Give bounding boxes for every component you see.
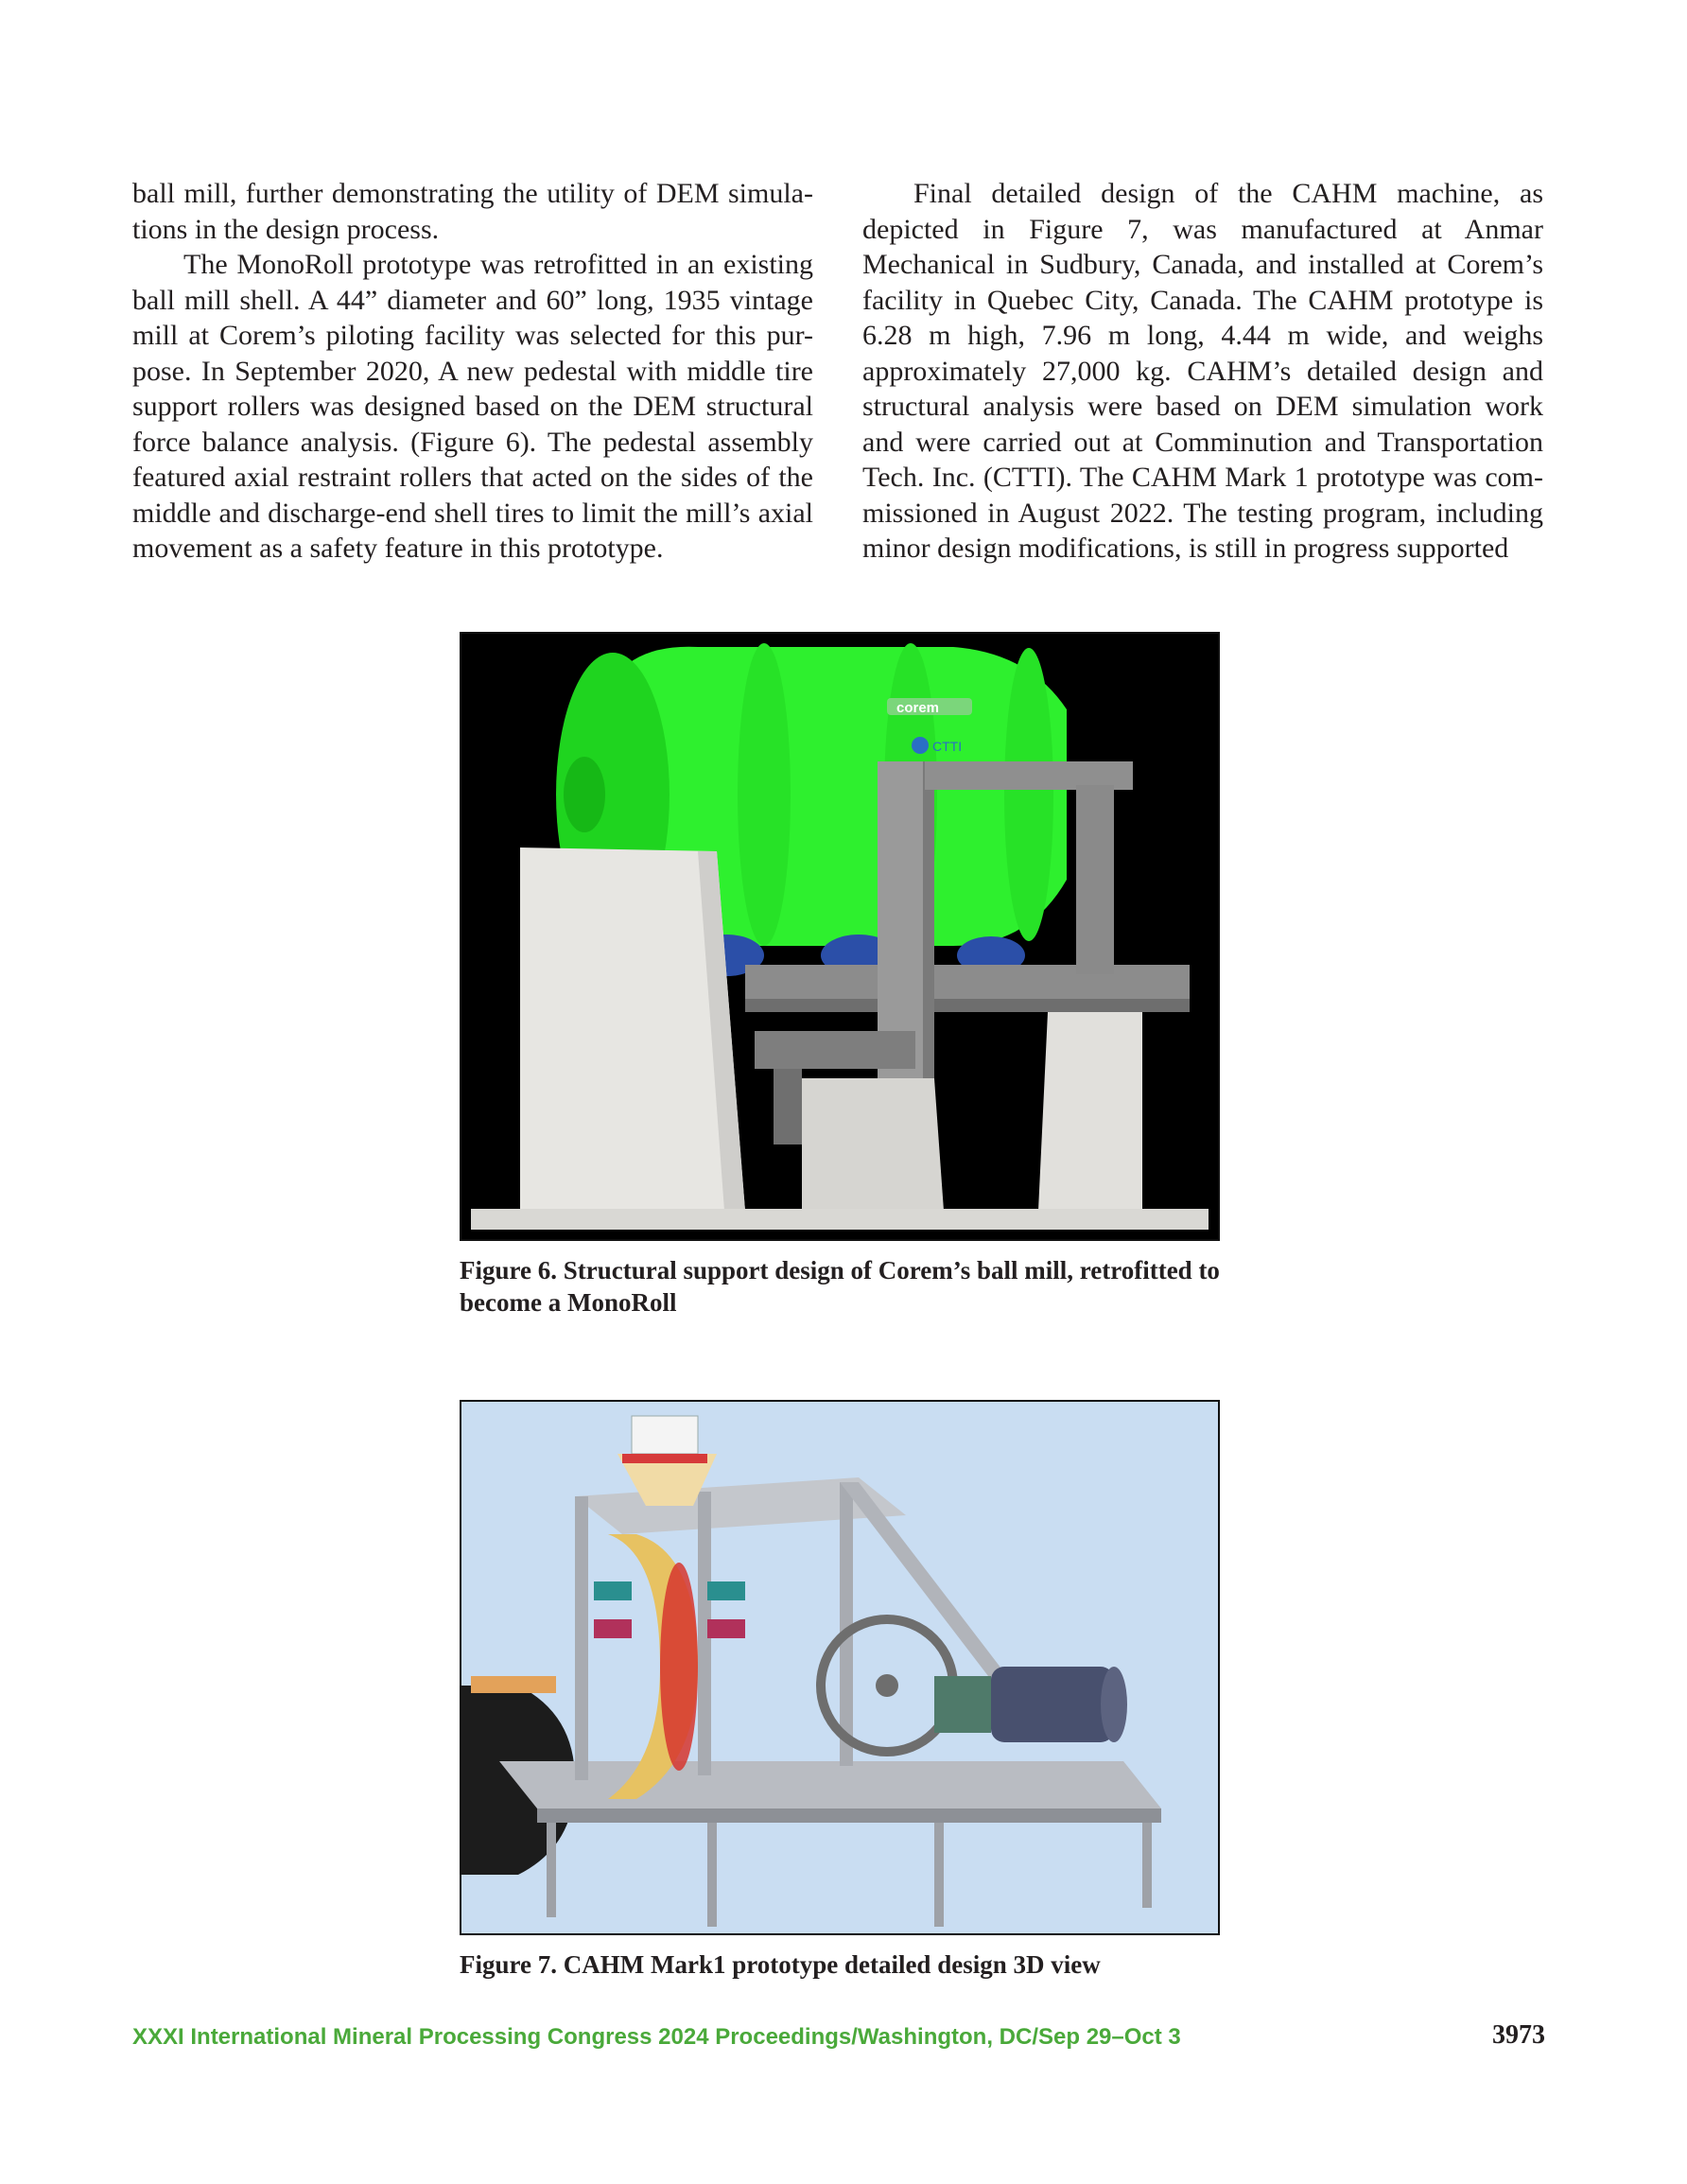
ctti-logo: CTTI [932,739,963,754]
paragraph: The MonoRoll prototype was retrofitted in an existing ball mill shell. A 44” diameter and 60” long, 1935 vintage mill at Corem’s piloting facility was selected for this pur-pose. In September 2020, A new pedestal with middle tire support rollers was designed based on the DEM structural force balance analysis. (Figure 6). The pedestal assembly featured axial restraint rollers that acted on the sides of the middle and discharge-end shell tires to limit the mill’s axial movement as a safety feature in this prototype. [132,249,813,564]
paragraph: ball mill, further demonstrating the utility of DEM simula-tions in the design process. [132,178,813,245]
page-number: 3973 [1492,2020,1545,2050]
paragraph: Final detailed design of the CAHM machine, as depicted in Figure 7, was manufactured at Anmar Mechanical in Sudbury, Canada, and installed at Corem’s facility in Quebec City, Canada. The CAHM prototype is 6.28 m high, 7.96 m long, 4.44 m wide, and weighs approximately 27,000 kg. CAHM’s detailed design and structural analysis were based on DEM simulation work and were carried out at Comminution and Transportation Tech. Inc. (CTTI). The CAHM Mark 1 prototype was com-missioned in August 2022. The testing program, including minor design modifications, is still in progress supported [862,178,1543,564]
corem-logo: corem [896,700,940,716]
figure-6-caption: Figure 6. Structural support design of Corem’s ball mill, retrofitted to become a MonoRoll [460,1256,1220,1317]
figure-7-caption: Figure 7. CAHM Mark1 prototype detailed design 3D view [460,1950,1101,1979]
left-text-column [132,176,813,567]
conference-footer: XXXI International Mineral Processing Congress 2024 Proceedings/Washington, DC/Sep 29–Oct 3 [132,2024,1181,2050]
figure-6-image [460,632,1220,1241]
right-text-column [862,176,1543,567]
cahm-3d-render [461,1402,1218,1933]
figure-7-image [460,1400,1220,1935]
monoroll-mill-render [461,634,1218,1239]
